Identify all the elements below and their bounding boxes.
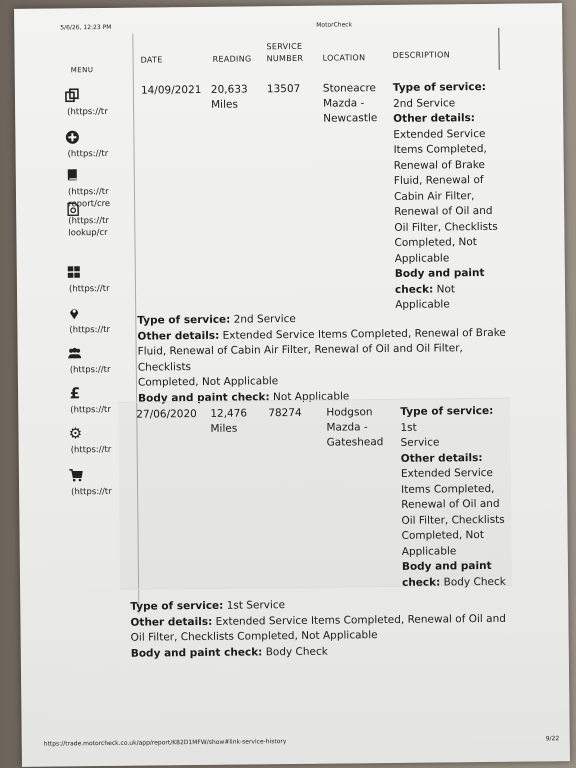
menu-item-label: (https://tr (71, 486, 112, 498)
menu-item-label: report/cre (68, 198, 111, 210)
menu-title: MENU (70, 66, 94, 75)
document-lookup-icon (66, 202, 80, 216)
users-icon (68, 346, 82, 360)
other-value: Oil Filter, Checklists Completed, Not Applicable (130, 629, 378, 644)
row-reading-unit: Miles (210, 422, 238, 435)
other-line: Renewal of Oil and (401, 497, 500, 511)
other-line: Oil Filter, Checklists (401, 513, 505, 527)
menu-item-dashboard[interactable] (57, 265, 137, 295)
type-label: Type of service: (137, 313, 231, 327)
row-reading-unit: Miles (210, 98, 238, 111)
menu-item-label: (https://tr (69, 364, 111, 376)
other-value: Extended Service Items Completed, Renewal of Brake (222, 326, 506, 342)
row-description (393, 80, 505, 314)
row-location: Stoneacre (322, 82, 377, 95)
other-line: Items Completed, (401, 482, 495, 496)
menu-item-pricing[interactable] (58, 384, 138, 416)
header-service-number: SERVICE (266, 41, 303, 52)
menu-item-report[interactable] (56, 168, 136, 210)
menu-item-label: lookup/cr (68, 227, 108, 239)
body-value: Not (436, 282, 456, 295)
menu-item-label: (https://tr (68, 215, 109, 227)
gear-icon: ⚙ (68, 424, 83, 443)
row-full-description (130, 596, 511, 662)
other-line: Completed, Not (401, 528, 484, 542)
other-line: Oil Filter, Checklists (394, 220, 498, 234)
row-location: Mazda - (326, 421, 368, 434)
menu-item-label: (https://tr (67, 186, 109, 198)
other-label: Other details: (130, 615, 213, 629)
page-number: 9/22 (545, 735, 560, 743)
body-value: Applicable (395, 298, 450, 311)
other-label: Other details: (393, 112, 476, 125)
header-date: DATE (140, 55, 163, 65)
body-label: Body and paint check: (138, 390, 270, 405)
type-value: Service (400, 436, 440, 449)
other-label: Other details: (400, 451, 483, 465)
other-value: Fluid, Renewal of Cabin Air Filter, Renewal of Oil and Oil Filter, Checklists (137, 342, 463, 374)
menu-item-label: (https://tr (68, 283, 110, 295)
type-value: 1st (400, 421, 417, 434)
body-value: Body Check (443, 575, 506, 588)
row-date: 27/06/2020 (136, 407, 197, 421)
menu-item-users[interactable] (58, 346, 138, 376)
type-value: 2nd Service (233, 312, 296, 326)
body-value: Body Check (265, 645, 328, 658)
type-label: Type of service: (392, 80, 486, 94)
menu-item-label: (https://tr (67, 148, 109, 160)
plus-circle-icon (65, 130, 79, 144)
other-line: Extended Service (400, 466, 494, 480)
cart-icon (69, 468, 83, 482)
column-divider (498, 28, 499, 70)
row-service-number: 78274 (268, 406, 302, 420)
type-value: 1st Service (226, 599, 286, 612)
header-service-number: NUMBER (266, 53, 304, 64)
print-url: https://trade.motorcheck.co.uk/app/report/K82D1MFW/show#link-service-history (43, 738, 287, 748)
print-title: MotorCheck (316, 21, 353, 29)
body-label: check: (394, 283, 434, 296)
other-line: Fluid, Renewal of (393, 173, 484, 187)
print-date: 5/6/26, 12:23 PM (60, 23, 112, 32)
menu-item-label: (https://tr (70, 444, 112, 456)
body-value: Not Applicable (272, 389, 350, 403)
type-label: Type of service: (400, 404, 494, 418)
header-reading: READING (212, 54, 252, 64)
sidebar-menu (55, 60, 135, 498)
body-label: Body and paint check: (130, 645, 263, 660)
other-line: Renewal of Brake (393, 158, 486, 172)
body-label: Body and paint (401, 559, 492, 573)
other-line: Cabin Air Filter, (393, 189, 475, 203)
row-reading: 20,633 (210, 83, 248, 96)
menu-item-label: (https://tr (67, 106, 108, 118)
menu-item-add[interactable] (55, 130, 135, 160)
grid-icon (67, 265, 81, 279)
copy-icon (65, 88, 79, 102)
other-line: Completed, Not (394, 236, 477, 249)
other-value: Completed, Not Applicable (137, 375, 279, 389)
row-location: Gateshead (326, 436, 384, 449)
row-service-number: 13507 (266, 82, 301, 96)
other-line: Extended Service (393, 127, 486, 141)
row-location: Mazda - (322, 97, 365, 110)
menu-item-label: (https://tr (69, 324, 111, 336)
printed-page (14, 3, 570, 767)
row-description (400, 404, 512, 591)
other-line: Items Completed, (393, 142, 487, 156)
other-value: Extended Service Items Completed, Renewal of Oil and (215, 612, 506, 628)
menu-item-copy[interactable] (55, 88, 135, 118)
row-location: Hodgson (326, 406, 373, 419)
map-pin-icon (67, 306, 81, 320)
body-label: check: (402, 575, 441, 589)
type-value: 2nd Service (392, 96, 456, 110)
menu-item-label: (https://tr (70, 404, 111, 416)
type-label: Type of service: (130, 599, 224, 613)
book-icon (66, 168, 80, 182)
row-date: 14/09/2021 (140, 83, 202, 97)
body-label: Body and paint (394, 266, 485, 280)
row-location: Newcastle (323, 112, 378, 125)
other-line: Applicable (394, 251, 450, 265)
other-line: Renewal of Oil and (394, 204, 493, 218)
other-line: Applicable (401, 544, 457, 558)
row-reading: 12,476 (210, 407, 248, 420)
row-full-description (137, 310, 518, 407)
header-location: LOCATION (322, 53, 366, 63)
pound-icon: £ (69, 384, 81, 403)
other-label: Other details: (137, 329, 220, 343)
header-description: DESCRIPTION (392, 50, 451, 60)
menu-item-location[interactable] (57, 306, 137, 336)
